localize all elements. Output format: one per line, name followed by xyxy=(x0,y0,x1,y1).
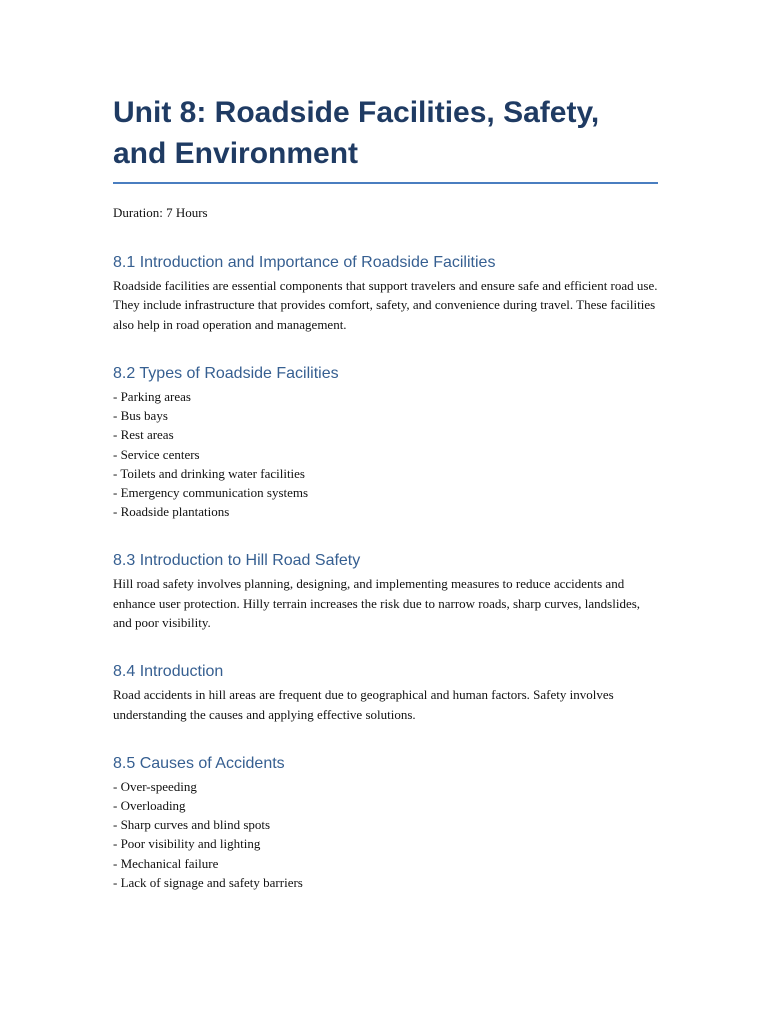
section-heading: 8.3 Introduction to Hill Road Safety xyxy=(113,552,361,570)
section-8-3 xyxy=(113,550,658,632)
duration-text: Duration: 7 Hours xyxy=(113,205,208,220)
list-item: - Over-speeding xyxy=(113,778,197,794)
list-item: - Roadside plantations xyxy=(113,504,230,520)
section-paragraph: Road accidents in hill areas are frequent due to geographical and human factors. Safety involves understanding the causes and applying effective solutions. xyxy=(113,687,614,722)
list-item: - Emergency communication systems xyxy=(113,484,309,500)
list-item: - Rest areas xyxy=(113,427,174,443)
list-item: - Bus bays xyxy=(113,408,168,424)
section-heading: 8.1 Introduction and Importance of Roadside Facilities xyxy=(113,254,496,271)
list-item: - Toilets and drinking water facilities xyxy=(113,465,305,481)
facility-types-list xyxy=(113,387,658,521)
list-item: - Poor visibility and lighting xyxy=(113,836,261,852)
accident-causes-list xyxy=(113,777,658,892)
list-item: - Mechanical failure xyxy=(113,855,219,871)
list-item: - Overloading xyxy=(113,798,186,813)
document-page xyxy=(113,92,658,892)
list-item: - Parking areas xyxy=(113,388,191,404)
list-item: - Service centers xyxy=(113,446,200,462)
section-8-2 xyxy=(113,363,658,521)
section-paragraph: Roadside facilities are essential components that support travelers and ensure safe and efficient road use. They include infrastructure that provides comfort, safety, and convenience during travel. These facilities also help in road operation and management. xyxy=(113,278,658,332)
section-paragraph: Hill road safety involves planning, designing, and implementing measures to reduce accidents and enhance user protection. Hilly terrain increases the risk due to narrow roads, sharp curves, landslides, and poor visibility. xyxy=(113,576,641,630)
list-item: - Sharp curves and blind spots xyxy=(113,817,271,833)
section-heading: 8.2 Types of Roadside Facilities xyxy=(113,364,339,382)
list-item: - Lack of signage and safety barriers xyxy=(113,874,303,890)
section-heading: 8.5 Causes of Accidents xyxy=(113,754,285,772)
section-8-5 xyxy=(113,753,658,892)
section-heading: 8.4 Introduction xyxy=(113,663,224,681)
section-8-1 xyxy=(113,252,658,334)
section-8-4 xyxy=(113,661,658,724)
document-title: Unit 8: Roadside Facilities, Safety, and Environment xyxy=(113,92,658,184)
